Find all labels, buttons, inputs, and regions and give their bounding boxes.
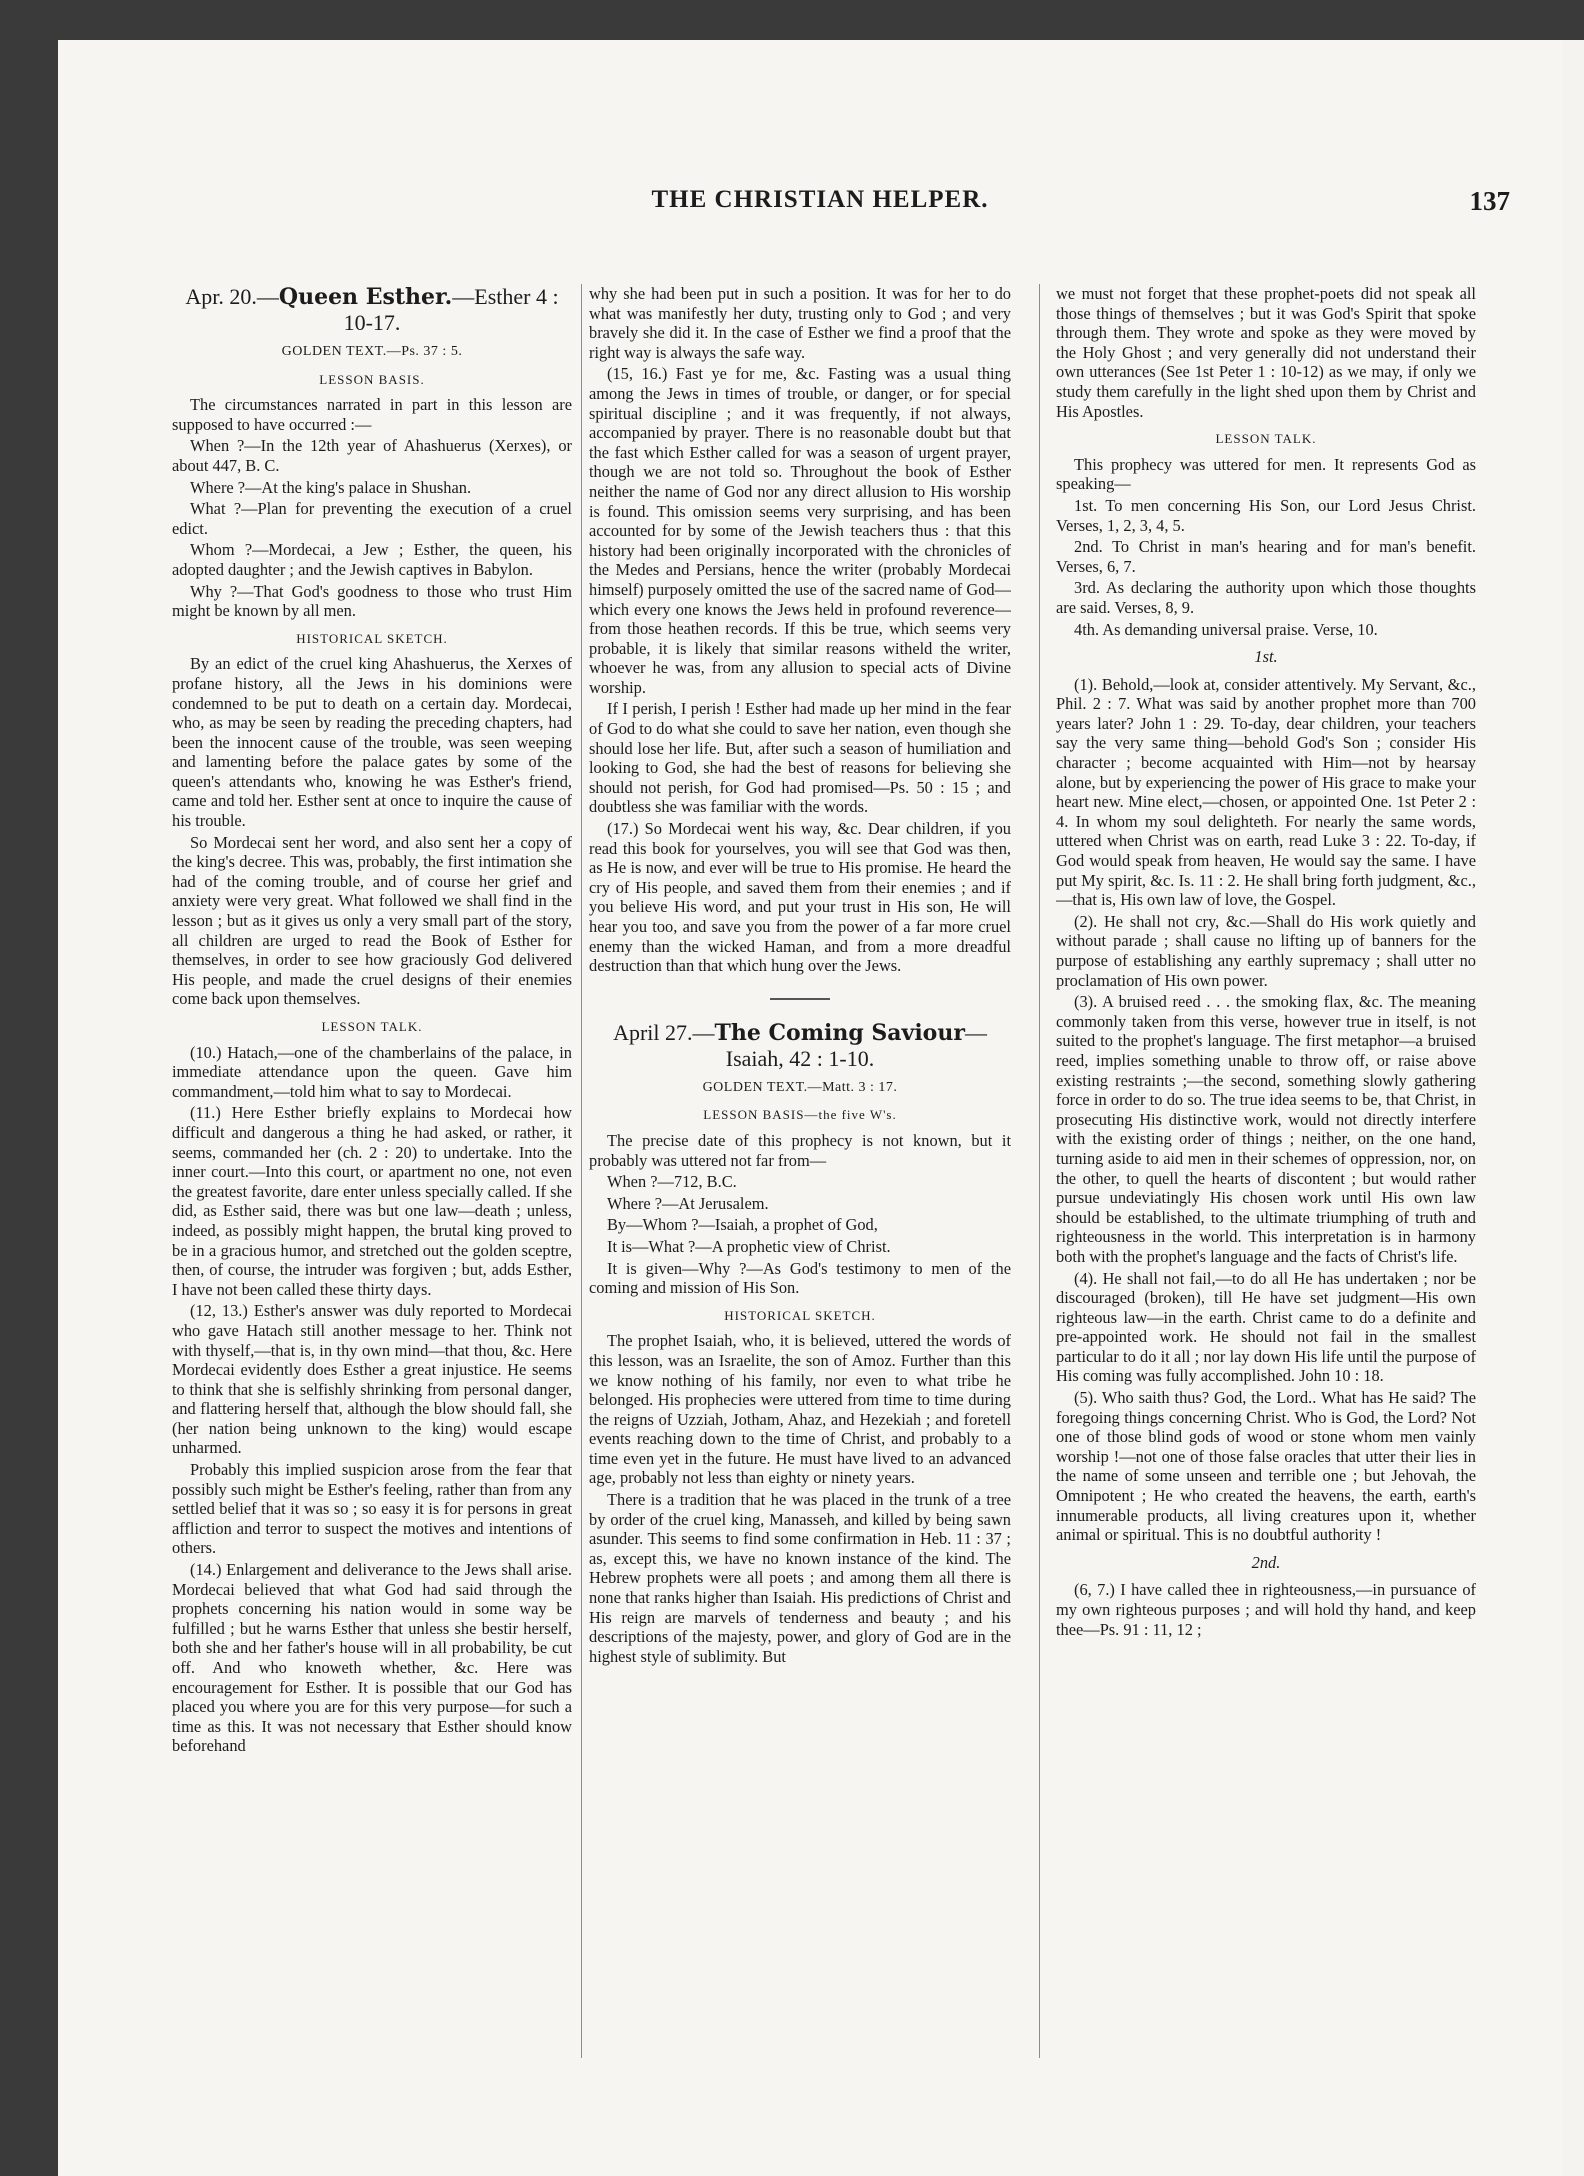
lesson-reference: —Isaiah, 42 : 1-10.	[725, 1019, 987, 1071]
section-heading: HISTORICAL SKETCH.	[296, 630, 448, 646]
paragraph: (17.) So Mordecai went his way, &c. Dear children, if you read this book for yourselves, you will see that God was then, as He is now, and ever will be true to His promise. He heard the cry of His people, and saved them from their enemies ; and if you believe His word, and put your trust in His son, He will hear you too, and save you from the power of a far more cruel enemy than the wicked Haman, and from a more dreadful destruction than that which hung over the Jews.	[589, 819, 1011, 976]
paragraph: The precise date of this prophecy is not known, but it probably was uttered not far from—	[589, 1130, 1011, 1170]
lesson-title: The Coming Saviour	[714, 1019, 965, 1046]
lesson-heading	[172, 284, 572, 336]
paragraph: Why ?—That God's goodness to those who trust Him might be known by all men.	[172, 581, 572, 621]
paragraph: This prophecy was uttered for men. It represents God as speaking—	[1056, 454, 1476, 494]
column-2	[589, 284, 1011, 2054]
section-heading: HISTORICAL SKETCH.	[724, 1307, 876, 1323]
paragraph: (12, 13.) Esther's answer was duly reported to Mordecai who gave Hatach still another message to her. Think not with thyself,—that is, in thy own mind—that thou, &c. Here Mordecai evidently does Esther a great injustice. He seems to think that she is selfishly shrinking from personal danger, and flattering herself that, although the blow should fall, she (her nation being unknown to the king) would escape unharmed.	[172, 1301, 572, 1458]
lesson-reference: —Esther 4 : 10-17.	[343, 284, 559, 335]
section-heading: LESSON TALK.	[321, 1019, 423, 1034]
lesson-date: Apr. 20.—	[185, 284, 279, 309]
paragraph: (4). He shall not fail,—to do all He has undertaken ; nor be discouraged (broken), till He have set judgment—His own righteous law—in the earth. Christ came to do a definite and pre-appointed work. He should not fail in the smallest particular to do it all ; nor lay down His life until the purpose of His coming was fully accomplished. John 10 : 18.	[1056, 1268, 1476, 1386]
paragraph: The prophet Isaiah, who, it is believed, uttered the words of this lesson, was an Israelite, the son of Amoz. Further than this we know nothing of his family, nor even to what tribe he belonged. His prophecies were uttered from time to time during the reigns of Uzziah, Jotham, Ahaz, and Hezekiah ; and foretell events reaching down to the time of Christ, and probably to a time even yet in the future. He must have lived to an advanced age, probably not less than eighty or ninety years.	[589, 1331, 1011, 1488]
lesson-date: April 27.—	[613, 1019, 715, 1045]
column-rule-left	[581, 284, 582, 2058]
column-1	[172, 284, 572, 2054]
section-heading: LESSON TALK.	[1215, 431, 1317, 447]
golden-text: GOLDEN TEXT.—Ps. 37 : 5.	[281, 344, 463, 359]
column-3	[1056, 284, 1476, 2054]
paragraph: why she had been put in such a position. It was for her to do what was manifestly her duty, trusting only to God ; and very bravely she did it. In the case of Esther we find a proof that the right way is always the safe way.	[589, 284, 1011, 362]
paragraph: (14.) Enlargement and deliverance to the Jews shall arise. Mordecai believed that what God had said through the prophets concerning his nation would in some way be fulfilled ; but he warns Esther that unless she bestir herself, both she and her father's house will in all probability, be cut off. And who knoweth whether, &c. Here was encouragement for Esther. It is possible that our God has placed you where you are for this very purpose—for such a time as this. It was not necessary that Esther should know beforehand	[172, 1560, 572, 1756]
paragraph: By an edict of the cruel king Ahashuerus, the Xerxes of profane history, all the Jews in his dominions were condemned to be put to death on a certain day. Mordecai, who, as may be seen by reading the preceding chapters, had been the innocent cause of the trouble, was seen weeping and lamenting before the palace gates by some of the queen's attendants who, knowing he was Esther's friend, came and told her. Esther sent at once to inquire the cause of his trouble.	[172, 654, 572, 831]
column-rule-right	[1039, 284, 1040, 2058]
lesson-heading	[589, 1020, 1011, 1072]
paragraph: (11.) Here Esther briefly explains to Mordecai how difficult and dangerous a thing he had asked, or rather, it seems, commanded her (ch. 2 : 20) to undertake. Into the inner court.—Into this court, or apartment no one, not even the greatest favorite, dare enter unless specially called. If she did, as Esther said, there was but one law—death ; unless, indeed, as possibly might happen, the brutal king proved to be in a gracious humor, and stretched out the golden sceptre, then, of course, the intruder was forgiven ; but, adds Esther, I have not been called these thirty days.	[172, 1103, 572, 1299]
paragraph: Whom ?—Mordecai, a Jew ; Esther, the queen, his adopted daughter ; and the Jewish captives in Babylon.	[172, 540, 572, 579]
paragraph: (15, 16.) Fast ye for me, &c. Fasting was a usual thing among the Jews in times of trouble, or danger, or for special spiritual discipline ; and it was frequently, if not always, accompanied by prayer. There is no reasonable doubt but that the fast which Esther called for was a season of urgent prayer, though we are not told so. Throughout the book of Esther neither the name of God nor any direct allusion to His worship is found. This omission seems very surprising, and has been accounted for by some of the Jewish teachers thus : that this history had been originally incorporated with the chronicles of the Medes and Persians, hence the writer (probably Mordecai himself) purposely omitted the use of the sacred name of God—which every one knows the Jews held in profound reverence—from those heathen records. If this be true, which seems very probable, it is likely that similar reasons witheld the writer, whoever he was, from any allusion to special acts of Divine worship.	[589, 364, 1011, 697]
paragraph: The circumstances narrated in part in this lesson are supposed to have occurred :—	[172, 395, 572, 434]
subsection-heading: 1st.	[1254, 647, 1278, 667]
paragraph: Where ?—At the king's palace in Shushan.	[190, 477, 472, 497]
paragraph: 3rd. As declaring the authority upon which those thoughts are said. Verses, 8, 9.	[1056, 578, 1476, 617]
paragraph: (1). Behold,—look at, consider attentively. My Servant, &c., Phil. 2 : 7. What was said by another prophet more than 700 years later? John 1 : 29. To-day, dear children, your teachers say the very same thing—behold God's Son ; consider His character ; become acquainted with Him—not by hearsay alone, but by experiencing the power of His grace to make your heart new. Mine elect,—chosen, or appointed One. 1st Peter 2 : 4. In whom my soul delighteth. For nearly the same words, uttered when Christ was on earth, read Luke 3 : 22. To-day, if God would speak from heaven, He would say the same. I have put My spirit, &c. Is. 11 : 2. He shall bring forth judgment, &c.,—that is, His own law of love, the Gospel.	[1056, 674, 1476, 910]
paragraph: Probably this implied suspicion arose from the fear that possibly such might be Esther's feeling, rather than from any settled belief that it was so ; so easy it is for persons in great affliction and terror to suspect the motives and intentions of others.	[172, 1460, 572, 1558]
paragraph: When ?—In the 12th year of Ahashuerus (Xerxes), or about 447, B. C.	[172, 436, 572, 475]
paragraph: What ?—Plan for preventing the execution of a cruel edict.	[172, 499, 572, 538]
paragraph: 1st. To men concerning His Son, our Lord Jesus Christ. Verses, 1, 2, 3, 4, 5.	[1056, 495, 1476, 535]
paragraph: When ?—712, B.C.	[607, 1172, 737, 1192]
paragraph: It is given—Why ?—As God's testimony to men of the coming and mission of His Son.	[589, 1258, 1011, 1298]
paragraph: we must not forget that these prophet-poets did not speak all those things of themselves ; but it was God's Spirit that spoke through them. They wrote and spoke as they were moved by the Holy Ghost ; and very generally did not understand their own utterances (See 1st Peter 1 : 10-12) as we may, if only we study them carefully in the light shed upon them by Christ and His Apostles.	[1056, 284, 1476, 421]
page-number: 137	[1469, 186, 1510, 216]
section-heading: LESSON BASIS—the five W's.	[703, 1107, 897, 1123]
paragraph: So Mordecai sent her word, and also sent her a copy of the king's decree. This was, probably, the first intimation she had of the coming trouble, and of course her grief and anxiety were very great. What followed we shall find in the lesson ; but as it gives us only a very small part of the story, all children are urged to read the Book of Esther for themselves, in order to see how graciously God delivered His people, and made the cruel designs of their enemies come back upon themselves.	[172, 832, 572, 1009]
paragraph: (3). A bruised reed . . . the smoking flax, &c. The meaning commonly taken from this verse, however true in itself, is not suited to the prophet's language. The first metaphor—a bruised reed, implies something unable to throw off, or raise above existing restraints ;—the second, something slowly gathering force in order to do so. The true idea seems to be, that Christ, in prosecuting His distinctive work, would not directly interfere with the existing order of things ; neither, on the one hand, turning aside to aid men in their schemes of oppression, nor, on the other, to quell the hearts of discontent ; but would rather pursue undeviatingly His chosen work until His own law should be established, to the ultimate triumphing of truth and righteousness in the world. This interpretation is in harmony both with the prophet's language and the facts of Christ's life.	[1056, 992, 1476, 1266]
running-title: THE CHRISTIAN HELPER.	[651, 186, 989, 213]
section-separator	[770, 998, 830, 1000]
paragraph: Where ?—At Jerusalem.	[607, 1193, 769, 1213]
subsection-heading: 2nd.	[1251, 1552, 1281, 1572]
paragraph: (5). Who saith thus? God, the Lord.. What has He said? The foregoing things concerning Christ. Who is God, the Lord? Not one of those blind gods of wood or stone whom men vainly worship !—not one of those false oracles that utter their lies in the name of some unseen and terrible one ; but Jehovah, the Omnipotent ; He who created the heavens, the earth, earth's innumerable products, all living creatures upon it, whether animal or spiritual. This is no doubtful authority !	[1056, 1388, 1476, 1545]
paragraph: If I perish, I perish ! Esther had made up her mind in the fear of God to do what she could to save her nation, even though she should lose her life. But, after such a season of humiliation and looking to God, she had the best of reasons for believing she should not perish, for God had promised—Ps. 50 : 15 ; and doubtless she was familiar with the words.	[589, 699, 1011, 817]
section-heading: LESSON BASIS.	[319, 371, 425, 387]
paragraph: (10.) Hatach,—one of the chamberlains of the palace, in immediate attendance upon the queen. Gave him commandment,—told him what to say to Mordecai.	[172, 1042, 572, 1101]
golden-text: GOLDEN TEXT.—Matt. 3 : 17.	[702, 1079, 898, 1095]
running-header	[120, 186, 1520, 226]
paragraph: (6, 7.) I have called thee in righteousness,—in pursuance of my own righteous purposes ; and will hold thy hand, and keep thee—Ps. 91 : 11, 12 ;	[1056, 1580, 1476, 1639]
paragraph: By—Whom ?—Isaiah, a prophet of God,	[607, 1215, 878, 1235]
paragraph: 2nd. To Christ in man's hearing and for man's benefit. Verses, 6, 7.	[1056, 537, 1476, 576]
paragraph: It is—What ?—A prophetic view of Christ.	[607, 1236, 891, 1256]
lesson-title: Queen Esther.	[278, 284, 453, 310]
paragraph: There is a tradition that he was placed in the trunk of a tree by order of the cruel king, Manasseh, and killed by being sawn asunder. This seems to find some confirmation in Heb. 11 : 37 ; as, except this, we have no known instance of the kind. The Hebrew prophets were all poets ; and among them all there is none that ranks higher than Isaiah. His predictions of Christ and His reign are marvels of tenderness and beauty ; and his descriptions of the majesty, power, and glory of God are in the highest style of sublimity. But	[589, 1490, 1011, 1666]
paragraph: (2). He shall not cry, &c.—Shall do His work quietly and without parade ; shall cause no lifting up of banners for the purpose of establishing any earthly supremacy ; shall utter no proclamation of His own power.	[1056, 911, 1476, 990]
paragraph: 4th. As demanding universal praise. Verse, 10.	[1074, 619, 1378, 639]
